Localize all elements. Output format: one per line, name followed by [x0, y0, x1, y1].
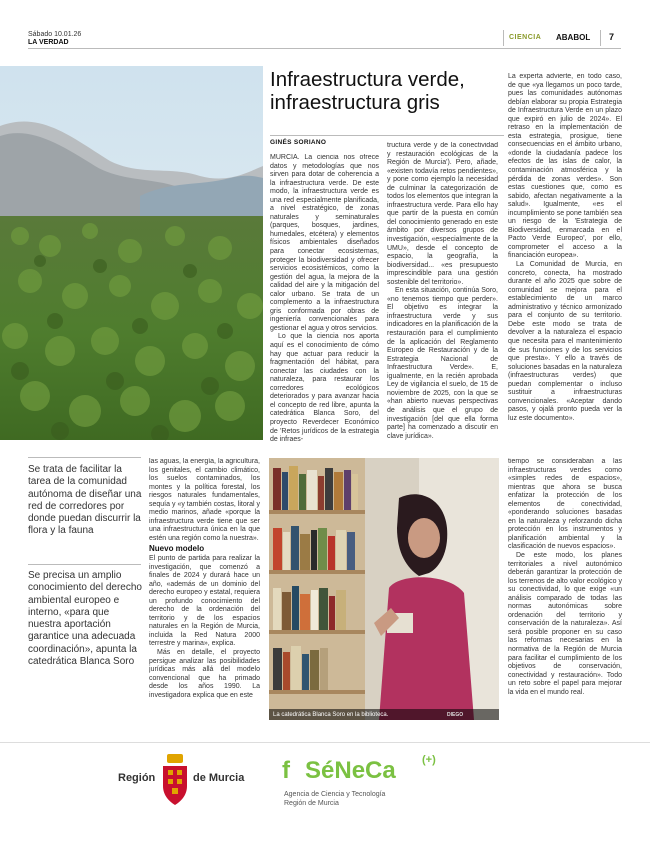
byline: GINÉS SORIANO	[270, 139, 327, 146]
page-number: 7	[609, 32, 615, 42]
paragraph: Lo que la ciencia nos aporta aquí es el conocimiento de cómo hay que actuar para reducir la fragmentación del hábitat, para conectar las ciudades con la naturaleza, para restaurar los corredores ecológicos deteriorados y para avanzar hacia el concepto de red libre, apunta la catedrática Blanca Soro, del proyecto Reverdecer Económico de 'Retos jurídicos de la estrategia de infraes-	[270, 333, 379, 444]
seneca-logo: SéNeCa	[305, 757, 396, 784]
pull-quote-2: Se precisa un amplio conocimiento del derecho ambiental europeo e interno, «para que nuestra aportación garantice una adecuada coordinación», apunta la catedrática Blanca Soro	[28, 570, 142, 668]
footer-rule	[0, 742, 650, 743]
seneca-subtitle-2: Región de Murcia	[284, 800, 339, 807]
pull-quote-1: Se trata de facilitar la tarea de la comunidad autónoma de diseñar una red de corredores por donde puedan discurrir la flora y la fauna	[28, 464, 142, 537]
seneca-plus: (+)	[422, 754, 436, 766]
photo-caption: La catedrática Blanca Soro en la biblioteca.	[273, 712, 389, 718]
section-name: CIENCIA	[509, 34, 542, 41]
subheading: Nuevo modelo	[149, 544, 205, 554]
paragraph: En esta situación, continúa Soro, «no tenemos tiempo que perder». El objetivo es integrar la infraestructura verde y sus indicadores en la planificación de la restauración para el cumplimiento de la aplicación del Reglamento Europeo de Restauración y de la Estrategia Nacional de Infraestructura Verde». E, igualmente, en la recién aprobada Ley de vigilancia el suelo, de 15 de noviembre de 2025, con la que se «han abierto nuevas perspectivas de análisis que el grupo de investigación [del que ella forma parte] ha comenzado a discutir en clave jurídica».	[387, 287, 498, 440]
murcia-coat-of-arms-icon	[160, 752, 190, 808]
library-photo	[269, 458, 499, 720]
landscape-illustration	[0, 66, 263, 440]
paragraph: MURCIA. La ciencia nos ofrece datos y metodologías que nos sirven para dotar de coherencia a la infraestructura verde. De este modo, la infraestructura verde es una red especialmente planificada, a nivel estratégico, de zonas naturales y seminaturales (parques, bosques, jardines, humedales, etcétera) y elementos físicos ambientales diseñados para conectar ecosistemas, proteger la biodiversidad y ofrecer servicios ecosistémicos, como la gestión del agua, la mejora de la calidad del aire y la mitigación del calor urbano. Se trata de un complemento a la infraestructura gris conformada por obras de ingeniería convencionales para gestionar el agua y otros servicios.	[270, 154, 379, 332]
article-column-5	[508, 458, 622, 720]
article-column-1	[270, 154, 379, 444]
article-headline	[270, 68, 500, 114]
paragraph: tructura verde y de la conectividad y restauración ecológicas de la Región de Murcia'). Pero, añade, «existen todavía retos pendientes», y pone como ejemplo la necesidad de culminar la categorización de todos los elementos que integran la infraestructura verde. Para ello hay que partir de la puesta en común del conocimiento generado en este ámbito por diversos grupos de investigación, «especialmente de la UMU», desde el concepto de espacio, la geografía, la biodiversidad... «es presupuesto imprescindible para una gestión sostenible del territorio».	[387, 142, 498, 286]
masthead-rule	[28, 48, 621, 49]
seneca-subtitle-1: Agencia de Ciencia y Tecnología	[284, 791, 386, 798]
paragraph: tiempo se consideraban a las infraestructuras verdes como «simples redes de espacios», mientras que ahora se busca enfatizar la protección de los elementos de conectividad, «ponderando soluciones basadas en la naturaleza y reforzando dicha protección en los instrumentos y planificación ambiental y la clasificación de nuevos espacios».	[508, 458, 622, 551]
paragraph: Más en detalle, el proyecto persigue analizar las posibilidades jurídicas más allá del modelo convencional que ha primado desde los años 1990. La investigadora explica que en este	[149, 649, 260, 699]
headline-line-1: Infraestructura verde,	[270, 68, 465, 91]
paragraph: La Comunidad de Murcia, en concreto, conecta, ha mostrado durante el año 2025 que sobre de comunidad se mejora para el establecimiento de un marco administrativo y técnico armonizado para el conjunto de su territorio. Debe este modo se trata de devolver a la naturaleza el espacio que necesita para el mantenimiento de sus funciones y de los servicios que presta». Y ello a través de soluciones basadas en la naturaleza (infraestructuras verdes) que puedan complementar o incluso sustituir a infraestructuras convencionales. «Aceptar dando pasos, y ojalá pronto pueda ver la luz este documento».	[508, 261, 622, 422]
article-column-3	[508, 73, 622, 444]
region-murcia-label-a: Región	[118, 772, 156, 784]
article-column-4	[149, 458, 260, 720]
bookshelf-illustration	[269, 458, 499, 720]
forest-mountain-photo	[0, 66, 263, 440]
masthead-divider	[503, 30, 504, 46]
headline-line-2: infraestructura gris	[270, 91, 440, 114]
quote-rule	[28, 564, 141, 565]
supplement-name: ABABOL	[556, 33, 591, 42]
region-murcia-label-b: de Murcia	[193, 772, 245, 784]
paragraph: La experta advierte, en todo caso, de que «ya llegamos un poco tarde, pues las comunidades autónomas debían elaborar su propia Estrategia de Infraestructura Verde en un plazo que expiró en julio de 2024». El retraso en la implementación de esta estrategia, prosigue, tiene consecuencias en el ámbito urbano, «donde la ciudadanía padece los efectos de las islas de calor, la contaminación atmosférica y la pérdida de zonas verdes». Son estas cuestiones que, como es sabido, afectan negativamente a la salud». Igualmente, «es el incumplimiento se pone también sea un riesgo de la 'Estrategia de Biodiversidad, enmarcada en el Pacto Verde Europeo', por ello, comprometer el acceso a la financiación europea».	[508, 73, 622, 260]
photo-credit: DIEGO	[447, 712, 464, 718]
date: Sábado 10.01.26	[28, 31, 82, 38]
headline-rule	[270, 135, 504, 136]
paragraph: las aguas, la energía, la agricultura, los genitales, el cambio climático, los suelos contaminados, los montes y la política forestal, los riesgos naturales fundamentales, sequía y «y también costas, litoral y medio marinos, añade «porque la infraestructura verde tiene que ser una infraestructura única en la que estén una región como la nuestra».	[149, 458, 260, 542]
newspaper-name: LA VERDAD	[28, 39, 69, 46]
masthead-divider-2	[600, 30, 601, 46]
seneca-prefix: f	[282, 757, 290, 784]
quote-rule	[28, 457, 141, 458]
article-column-2	[387, 142, 498, 444]
paragraph: El punto de partida para realizar la investigación, que comenzó a finales de 2024 y durará hace un año, «además de un dominio del derecho europeo y estatal, requiera un profundo conocimiento del derecho de la ordenación del territorio y de los espacios naturales en la Región de Murcia, incluida la Red Natura 2000 terrestre y marina», explica.	[149, 555, 260, 648]
paragraph: De este modo, los planes territoriales a nivel autonómico deberán garantizar la protección de los terrenos de alto valor ecológico y su conectividad, lo que exige «un análisis comparado de todas las normas autonómicas sobre ordenación del territorio y conservación de la naturaleza». Así será posible proponer en su caso las reformas necesarias en la normativa de la Región de Murcia para facilitar el cumplimiento de los objetivos de conservación, conectividad y restauración». Todo un reto sobre el papel para mejorar la vida en el mundo real.	[508, 552, 622, 696]
